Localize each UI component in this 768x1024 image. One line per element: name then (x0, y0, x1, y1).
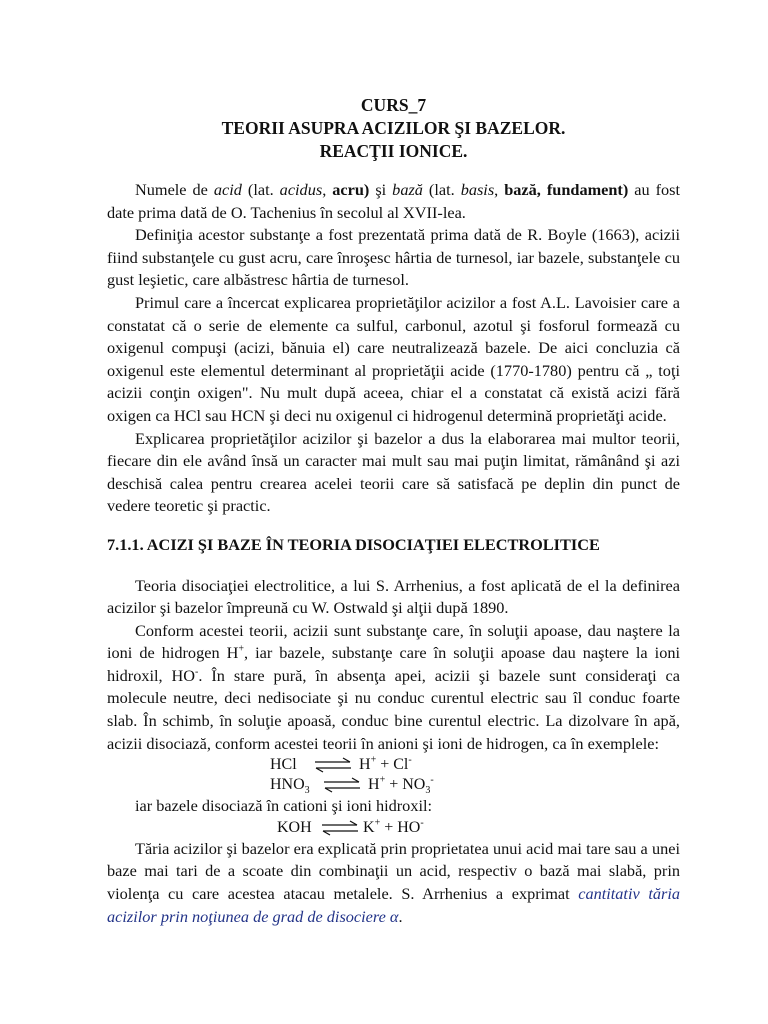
section-heading: 7.1.1. ACIZI ŞI BAZE ÎN TEORIA DISOCIAŢIEI ELECTROLITICE (107, 534, 600, 554)
equation-koh-left: KOH (277, 818, 312, 836)
equation-hno3 (107, 775, 680, 795)
document-title: TEORII ASUPRA ACIZILOR ŞI BAZELOR. (221, 118, 566, 138)
section-paragraph-3: Tăria acizilor şi bazelor era explicată prin proprietatea unui acid mai tare sau a unei baze mai tari de a scoate din combinaţii un acid, respectiv o bază mai slabă, prin violenţa cu care acestea atacau metalele. S. Arrhenius a exprimat cantitativ tăria acizilor prin noţiunea de grad de disociere α. (107, 838, 680, 926)
course-number: CURS_7 (360, 95, 427, 115)
equation-hno3-right: $H^+ + NO_3^-$ (368, 774, 434, 797)
equation-hcl-left: HCl (270, 756, 297, 774)
document-page (107, 94, 680, 928)
equation-koh-right: K+ + HO- (363, 817, 424, 836)
equilibrium-arrow-icon (314, 757, 352, 773)
equilibrium-arrow-icon (321, 820, 359, 836)
equation-hcl-right: H+ + Cl- (359, 754, 412, 774)
equilibrium-arrow-icon (323, 777, 361, 793)
intro-paragraph-1: Numele de acid (lat. acidus, acru) şi bază (lat. basis, bază, fundament) au fost date prima dată de O. Tachenius în secolul al XVII-lea. (107, 180, 681, 222)
document-subtitle: REACŢII IONICE. (319, 141, 468, 161)
section-paragraph-2: Conform acestei teorii, acizii sunt substanţe care, în soluţii apoase, dau naştere la ioni de hidrogen H+, iar bazele, substanţe care în soluţii apoase dau naştere la ioni hidroxil, HO-. În stare pură, în absenţa apei, acizii şi bazele sunt consideraţi ca molecule neutre, deci nedisociate şi nu conduc curentul electric sau îl conduc foarte slab. În schimb, în soluţie apoasă, conduc bine curentul electric. La dizolvare în apă, acizii disociază, conform acestei teorii în anioni şi ioni de hidrogen, ca în exemplele: (107, 620, 680, 753)
bases-intro-line: iar bazele disociază în cationi şi ioni hidroxil: (135, 796, 433, 816)
equation-hno3-left: $HNO_3$ (270, 776, 310, 797)
intro-paragraph-2: Definiţia acestor substanţe a fost prezentată prima dată de R. Boyle (1663), acizii fiind substanţele cu gust acru, care înroşesc hârtia de turnesol, iar bazele, substanţele cu gust leşietic, care albăstresc hârtia de turnesol. (107, 225, 680, 290)
section-paragraph-1: Teoria disociaţiei electrolitice, a lui S. Arrhenius, a fost aplicată de el la definirea acizilor şi bazelor împreună cu W. Ostwald şi alţii după 1890. (107, 575, 680, 618)
intro-paragraph-3: Primul care a încercat explicarea proprietăţilor acizilor a fost A.L. Lavoisier care a constatat că o serie de elemente ca sulful, carbonul, azotul şi fosforul formează cu oxigenul compuşi (acizi, bănuia el) care neutralizează bazele. De aici concluzia că oxigenul este elementul determinant al proprietăţii acide (1770-1780) pentru că „ toţi acizii conţin oxigen". Nu mult după aceea, chiar el a constatat că există acizi fără oxigen ca HCl sau HCN şi deci nu oxigenul ci hidrogenul determină proprietăţi acide. (107, 292, 680, 425)
equation-koh (107, 818, 680, 838)
equation-hcl (107, 755, 680, 775)
intro-paragraph-4: Explicarea proprietăţilor acizilor şi bazelor a dus la elaborarea mai multor teorii, fiecare din ele având însă un caracter mai mult sau mai puţin limitat, rămânând şi azi deschisă calea pentru crearea acelei teorii care să satisfacă pe deplin din punct de vedere teoretic şi practic. (107, 428, 680, 516)
